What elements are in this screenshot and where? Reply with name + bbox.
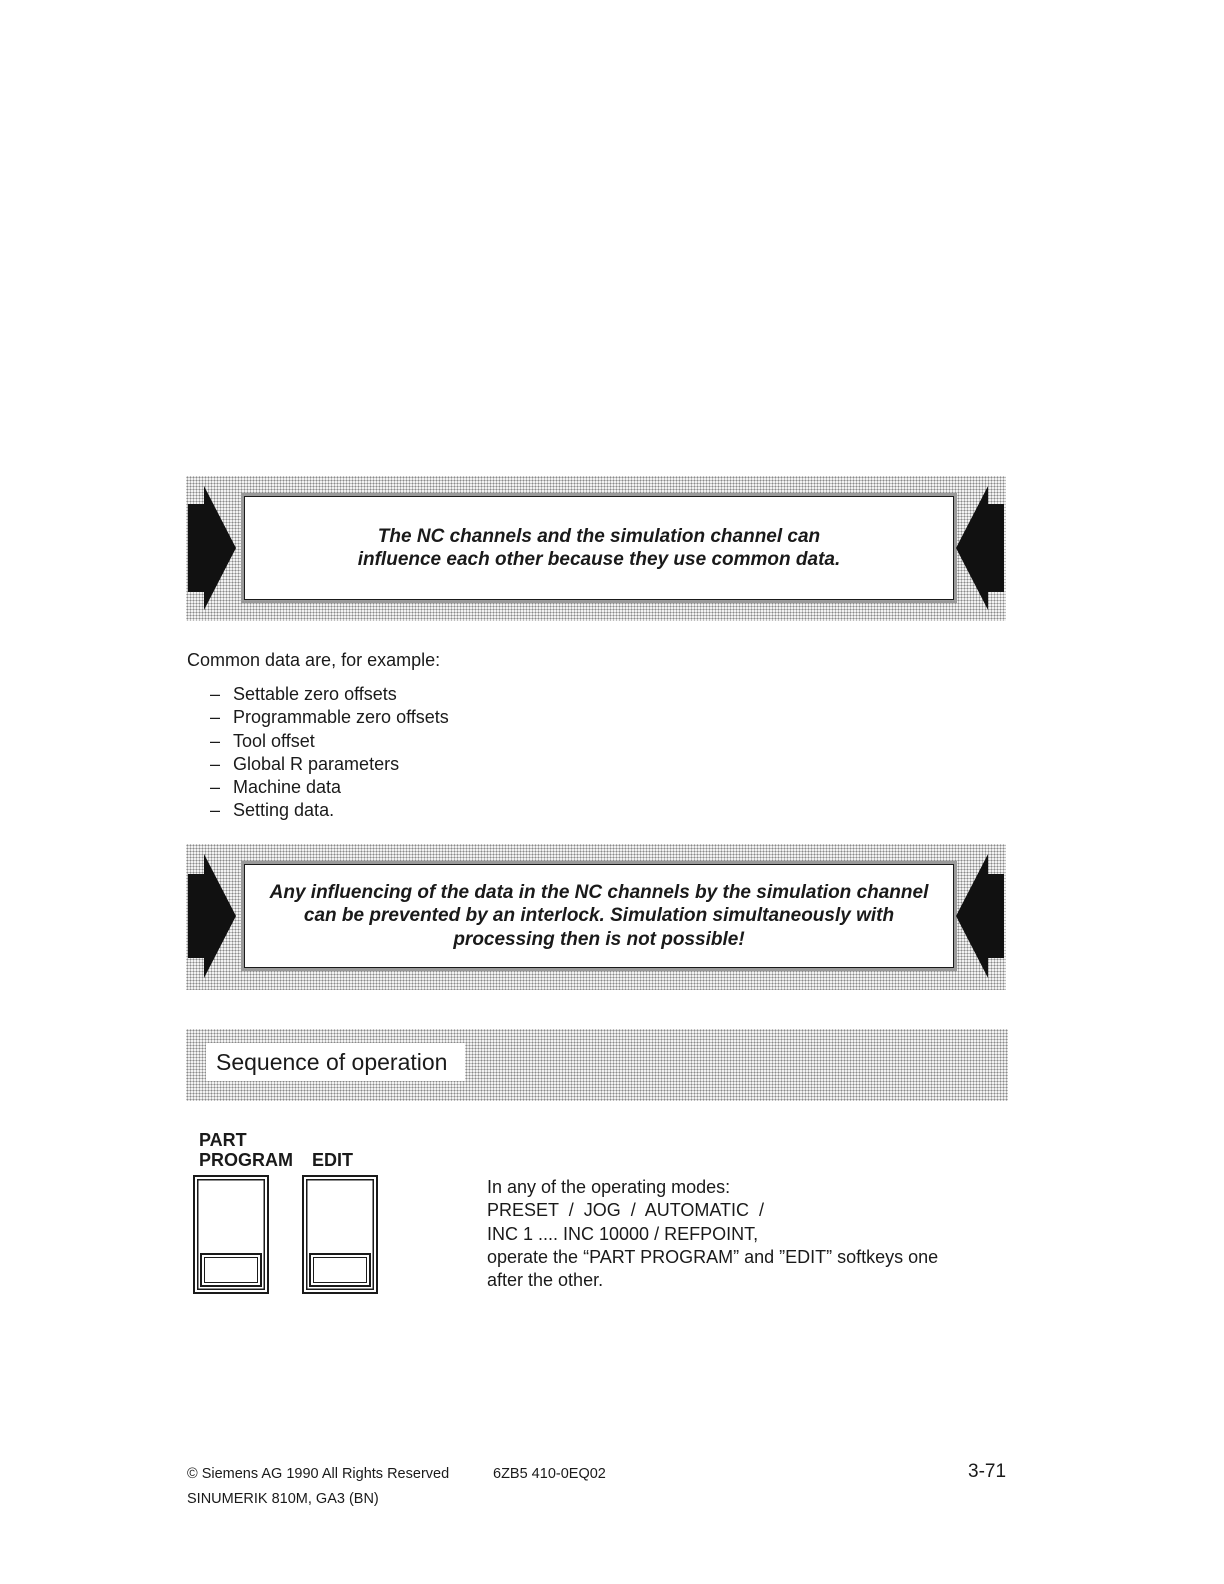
- list-dash: –: [210, 777, 221, 798]
- part-program-softkey[interactable]: [193, 1175, 269, 1294]
- softkey-label-part: PART: [199, 1130, 247, 1150]
- list-item: – Global R parameters: [210, 753, 449, 776]
- list-dash: –: [210, 753, 221, 774]
- list-item: – Tool offset: [210, 730, 449, 753]
- intro-text: Common data are, for example:: [187, 650, 441, 670]
- footer-product: SINUMERIK 810M, GA3 (BN): [187, 1491, 379, 1507]
- instruction-line: operate the “PART PROGRAM” and ”EDIT” softkeys one: [487, 1246, 939, 1267]
- notice-line: can be prevented by an interlock. Simulation simultaneously with: [303, 905, 895, 927]
- section-header-bar: [186, 1029, 1008, 1101]
- instruction-line: PRESET / JOG / AUTOMATIC /: [487, 1200, 765, 1221]
- list-item: – Programmable zero offsets: [210, 706, 449, 729]
- notice-box-interlock: [186, 844, 1006, 990]
- arrow-right-icon: [186, 476, 238, 621]
- list-dash: –: [210, 684, 221, 704]
- softkey-window: [200, 1253, 262, 1287]
- footer-order-number: 6ZB5 410-0EQ02: [493, 1466, 606, 1482]
- notice-text-frame: [244, 496, 954, 600]
- softkey-label-edit: EDIT: [312, 1150, 354, 1170]
- arrow-left-icon: [954, 476, 1006, 621]
- arrow-left-icon: [954, 844, 1006, 990]
- softkey-label-program: PROGRAM: [199, 1150, 293, 1170]
- instruction-line: after the other.: [487, 1270, 604, 1291]
- list-item: – Settable zero offsets: [210, 683, 449, 706]
- common-data-list: [210, 683, 449, 823]
- instruction-line: INC 1 .... INC 10000 / REFPOINT,: [487, 1223, 759, 1244]
- notice-line: The NC channels and the simulation channel can: [377, 525, 821, 547]
- notice-line: influence each other because they use common data.: [357, 549, 841, 570]
- page-number: 3-71: [968, 1461, 1007, 1482]
- notice-line: Any influencing of the data in the NC channels by the simulation channel: [269, 881, 929, 903]
- list-dash: –: [210, 800, 221, 821]
- footer-copyright: © Siemens AG 1990 All Rights Reserved: [187, 1466, 450, 1482]
- list-item: – Setting data.: [210, 799, 449, 822]
- notice-box-common-data: [186, 476, 1006, 621]
- section-title: Sequence of operation: [206, 1043, 465, 1081]
- instruction-line: In any of the operating modes:: [487, 1177, 731, 1197]
- operating-instructions: [487, 1176, 938, 1292]
- arrow-right-icon: [186, 844, 238, 990]
- edit-softkey[interactable]: [302, 1175, 378, 1294]
- list-dash: –: [210, 707, 221, 728]
- notice-text-frame: [244, 864, 954, 968]
- softkey-window: [309, 1253, 371, 1287]
- notice-line: processing then is not possible!: [453, 928, 745, 950]
- list-item: – Machine data: [210, 776, 449, 799]
- list-dash: –: [210, 730, 221, 751]
